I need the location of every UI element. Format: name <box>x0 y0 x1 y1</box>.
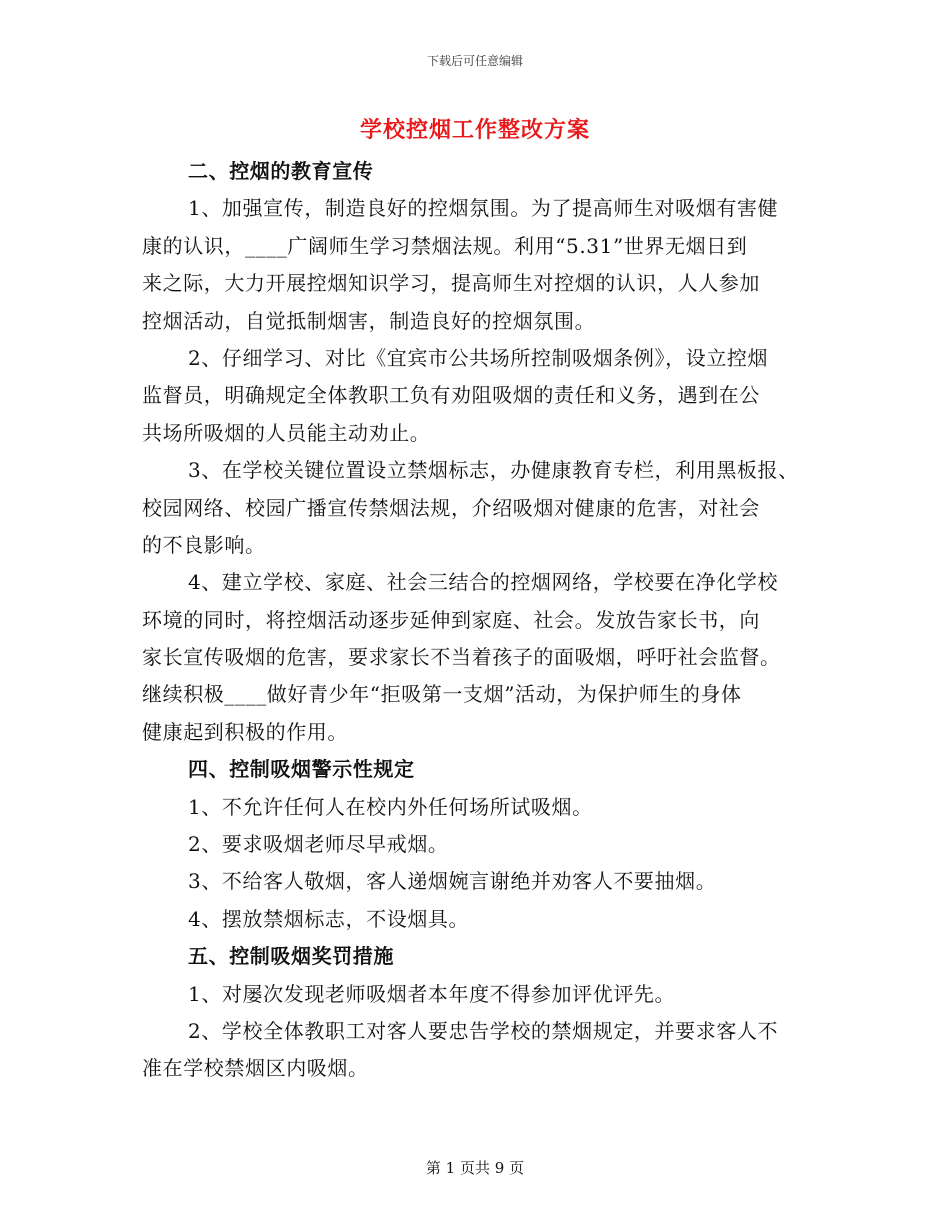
paragraph-line: 3、在学校关键位置设立禁烟标志，办健康教育专栏，利用黑板报、 <box>188 458 799 483</box>
paragraph-line: 健康起到积极的作用。 <box>142 719 348 744</box>
section-heading: 四、控制吸烟警示性规定 <box>188 757 415 782</box>
list-item: 3、不给客人敬烟，客人递烟婉言谢绝并劝客人不要抽烟。 <box>188 869 717 894</box>
paragraph-line: 4、建立学校、家庭、社会三结合的控烟网络，学校要在净化学校 <box>188 570 779 595</box>
document-title: 学校控烟工作整改方案 <box>359 117 590 143</box>
paragraph-line: 校园网络、校园广播宣传禁烟法规，介绍吸烟对健康的危害，对社会 <box>142 495 760 520</box>
paragraph-line: 康的认识，____广阔师生学习禁烟法规。利用“5.31”世界无烟日到 <box>142 233 748 258</box>
paragraph-line: 来之际，大力开展控烟知识学习，提高师生对控烟的认识，人人参加 <box>142 271 760 296</box>
paragraph-line: 监督员，明确规定全体教职工负有劝阻吸烟的责任和义务，遇到在公 <box>142 383 760 408</box>
paragraph-line: 准在学校禁烟区内吸烟。 <box>142 1056 369 1081</box>
paragraph-line: 控烟活动，自觉抵制烟害，制造良好的控烟氛围。 <box>142 308 596 333</box>
list-item: 2、学校全体教职工对客人要忠告学校的禁烟规定，并要求客人不 <box>188 1018 779 1043</box>
list-item: 1、对屡次发现老师吸烟者本年度不得参加评优评先。 <box>188 981 676 1006</box>
list-item: 1、不允许任何人在校内外任何场所试吸烟。 <box>188 794 593 819</box>
section-heading: 五、控制吸烟奖罚措施 <box>188 944 394 969</box>
list-item: 4、摆放禁烟标志，不设烟具。 <box>188 906 470 931</box>
header-note: 下载后可任意编辑 <box>426 54 523 68</box>
paragraph-line: 2、仔细学习、对比《宜宾市公共场所控制吸烟条例》，设立控烟 <box>188 345 769 370</box>
section-heading: 二、控烟的教育宣传 <box>188 159 374 183</box>
paragraph-line: 家长宣传吸烟的危害，要求家长不当着孩子的面吸烟，呼吁社会监督。 <box>142 645 781 670</box>
list-item: 2、要求吸烟老师尽早戒烟。 <box>188 832 449 857</box>
document-body <box>142 153 842 1088</box>
paragraph-line: 共场所吸烟的人员能主动劝止。 <box>142 420 431 445</box>
paragraph-line: 环境的同时，将控烟活动逐步延伸到家庭、社会。发放告家长书，向 <box>142 607 760 632</box>
page-footer: 第 1 页共 9 页 <box>425 1159 525 1177</box>
paragraph-line: 的不良影响。 <box>142 532 266 557</box>
paragraph-line: 1、加强宣传，制造良好的控烟氛围。为了提高师生对吸烟有害健 <box>188 196 779 221</box>
paragraph-line: 继续积极____做好青少年“拒吸第一支烟”活动，为保护师生的身体 <box>142 682 742 707</box>
